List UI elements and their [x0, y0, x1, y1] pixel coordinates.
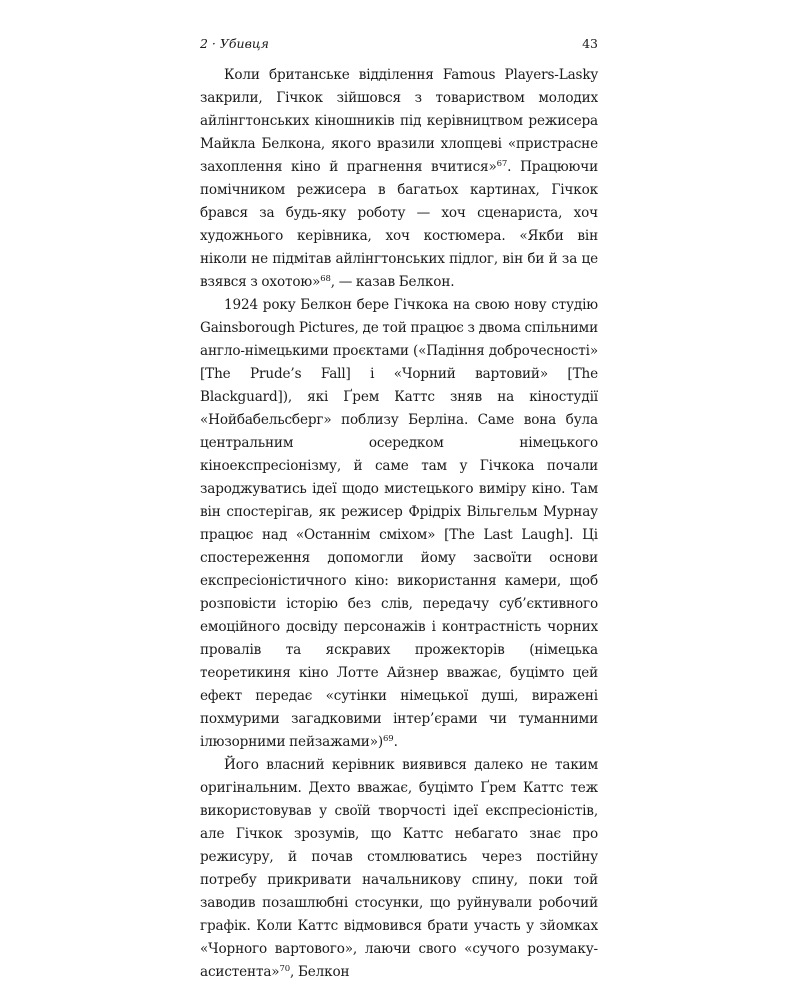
- footnote-ref-69[interactable]: 69: [383, 734, 394, 744]
- footnote-ref-67[interactable]: 67: [496, 159, 508, 169]
- text-run: . Працюючи помічником режисера в багатьох картинах, Гічкок брався за будь-яку роботу — хоч сценариста, хоч художнього керівника, хоч костюмера. «Якби він ніколи не підмітав айлінгтонських підлог, він би й за це взявся з охотою»: [200, 159, 598, 290]
- page-number: 43: [582, 36, 598, 51]
- paragraph-1: [200, 64, 598, 294]
- text-run: Коли британське відділення Famous Players-Lasky закрили, Гічкок зійшовся з товариством молодих айлінгтонських кіношників під керівництвом режисера Майкла Белкона, якого вразили хлопцеві «пристрасне захоплення кіно й прагнення вчитися»: [200, 67, 598, 175]
- paragraph-3: [200, 754, 598, 984]
- text-run: , Белкон: [290, 964, 350, 980]
- footnote-ref-70[interactable]: 70: [279, 964, 290, 974]
- paragraph-2: [200, 294, 598, 754]
- chapter-title: 2 · Убивця: [200, 36, 269, 51]
- running-header: [200, 36, 598, 54]
- text-run: 1924 року Белкон бере Гічкока на свою нову студію Gainsborough Pictures, де той працює з двома спільними англо-німецькими проєктами («Падіння доброчесності» [The Prude’s Fall] і «Чорний вартовий» [The Blackguard]), які Ґрем Каттс зняв на кіностудії «Нойбабельсберг» поблизу Берліна. Саме вона була центральним осередком німецького кіноекспресіонізму, й саме там у Гічкока почали зароджуватись ідеї щодо мистецького виміру кіно. Там він спостерігав, як режисер Фрідріх Вільгельм Мурнау працює над «Останнім сміхом» [The Last Laugh]. Ці спостереження допомогли йому засвоїти основи експресіоністичного кіно: використання камери, щоб розповісти історію без слів, передачу суб’єктивного емоційного досвіду персонажів і контрастність чорних провалів та яскравих прожекторів (німецька теоретикиня кіно Лотте Айзнер вважає, буцімто цей ефект передає «сутінки німецької душі, виражені похмурими загадковими інтер’єрами чи туманними ілюзорними пейзажами»): [200, 297, 598, 750]
- text-run: Його власний керівник виявився далеко не таким оригінальним. Дехто вважає, буцімто Ґрем Каттс теж використовував у своїй творчості ідеї експресіоністів, але Гічкок зрозумів, що Каттс небагато знає про режисуру, й почав стомлюватись через постійну потребу прикривати начальникову спину, поки той заводив позашлюбні стосунки, що руйнували робочий графік. Коли Каттс відмовився брати участь у зйомках «Чорного вартового», лаючи свого «сучого розумаку-асистента»: [200, 757, 598, 980]
- text-run: .: [393, 734, 398, 750]
- body-text: [200, 64, 598, 984]
- footnote-ref-68[interactable]: 68: [320, 274, 331, 284]
- book-page: [200, 36, 598, 984]
- text-run: , — казав Белкон.: [330, 274, 455, 290]
